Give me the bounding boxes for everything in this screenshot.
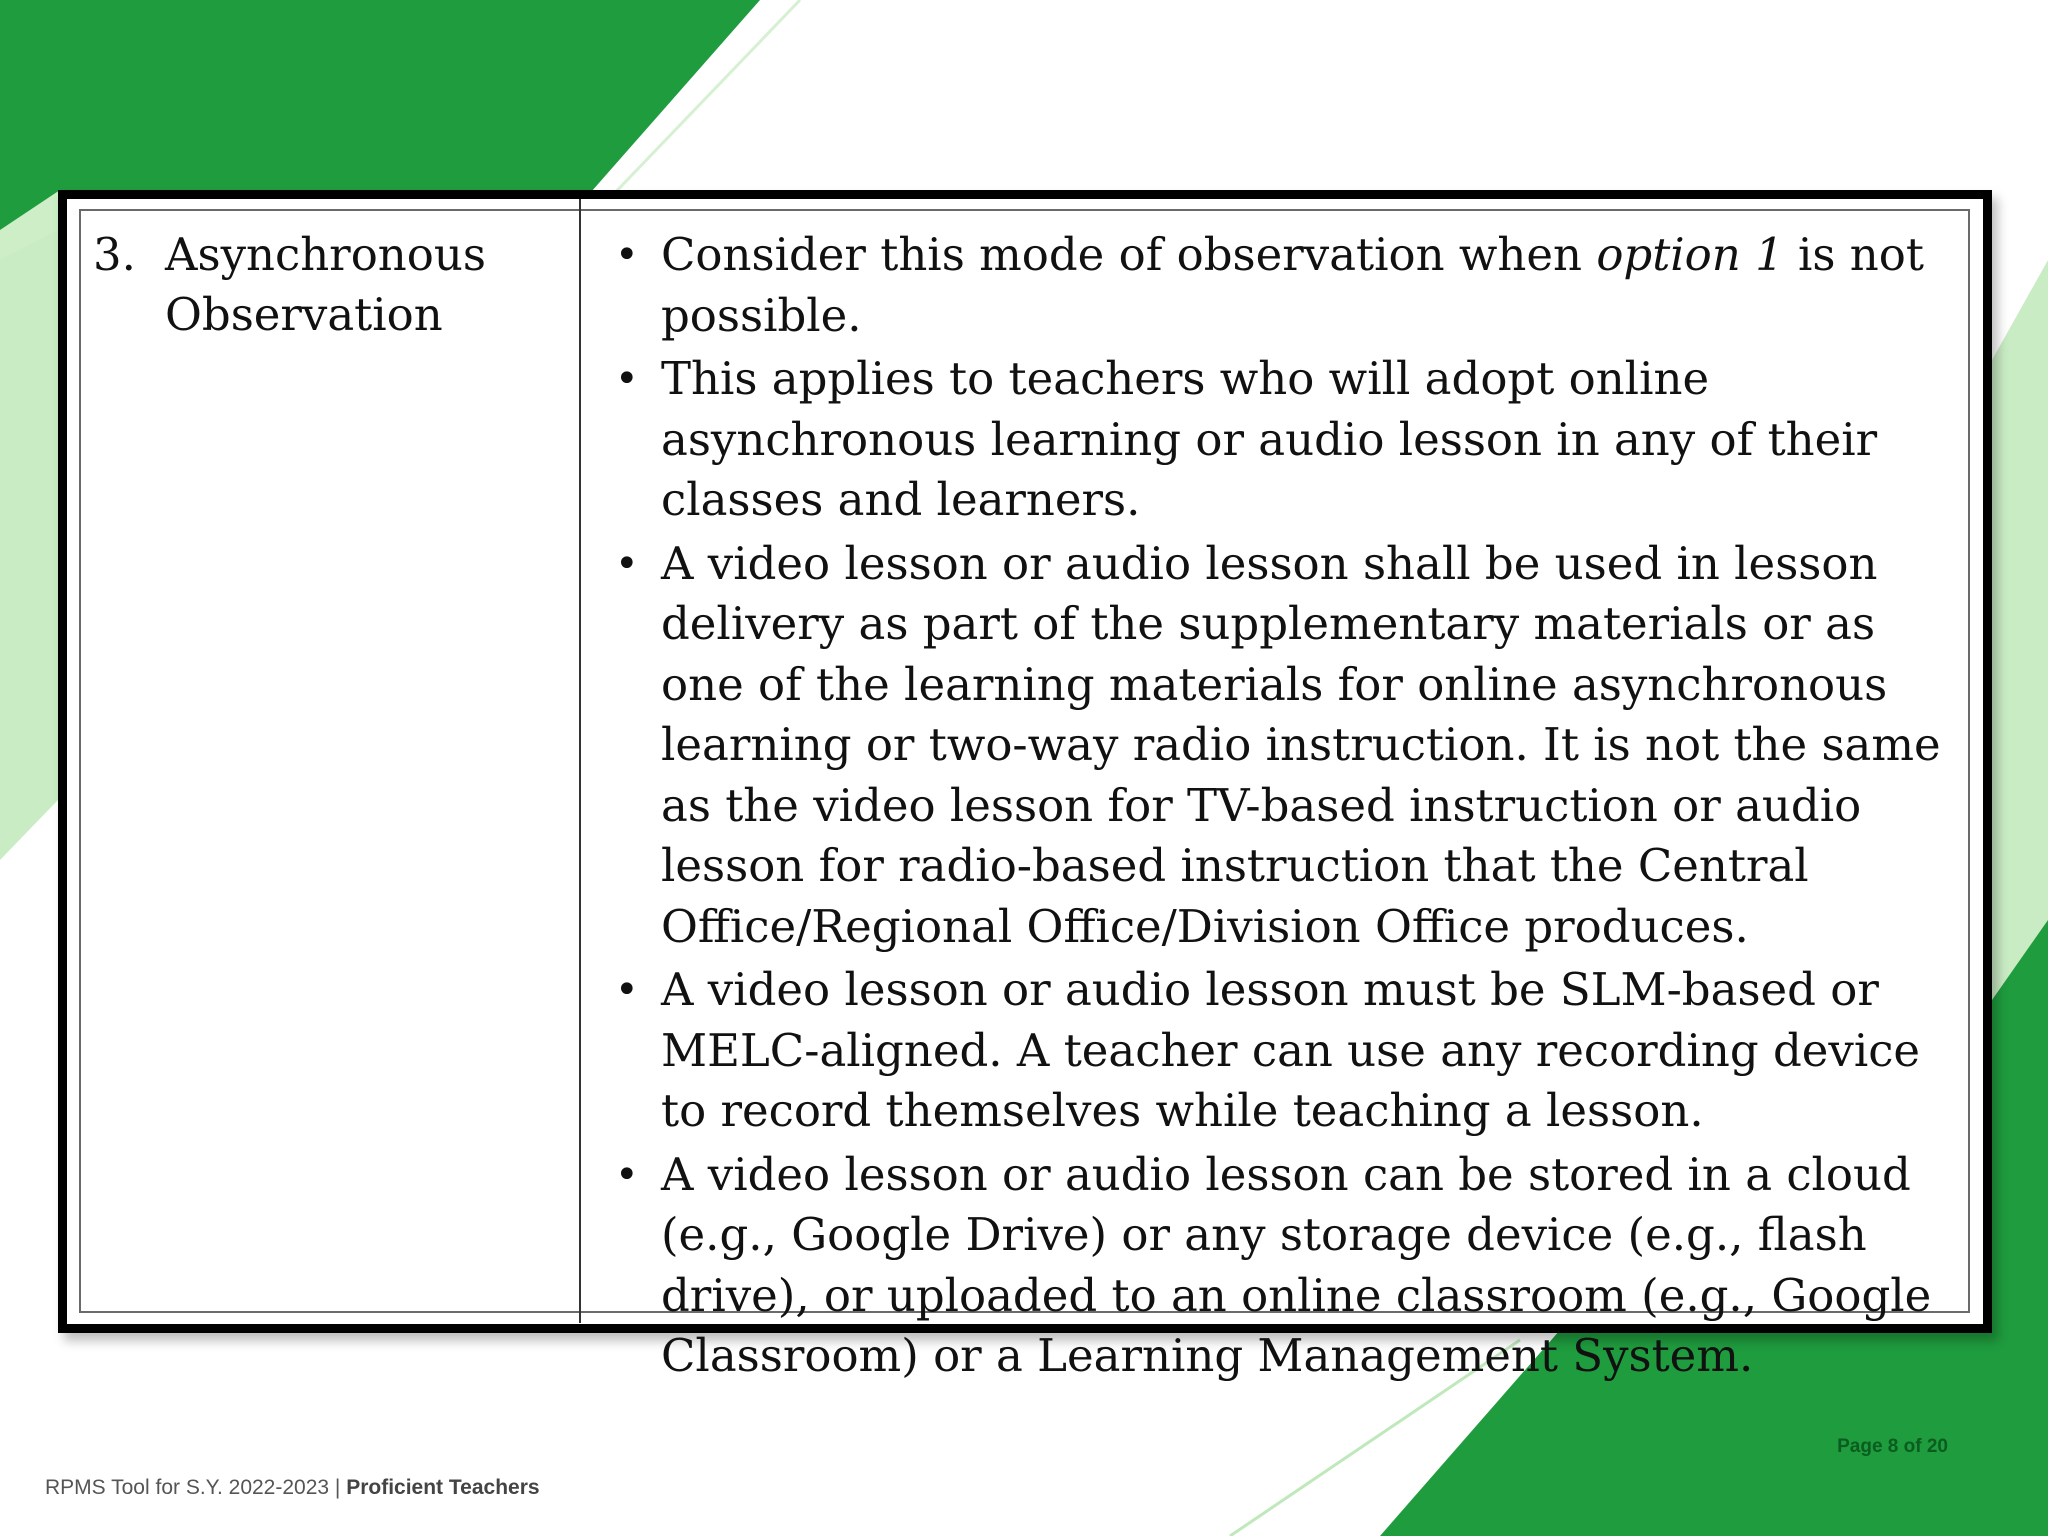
bullet-dot-icon: • bbox=[615, 232, 639, 278]
bullet-text: A video lesson or audio lesson shall be used in lesson delivery as part of the supplementary materials or as one of the learning materials for online asynchronous learning or two-way radio instruction. It is not the same as the video lesson for TV-based instruction or audio lesson for radio-based instruction that the Central Office/Regional Office/Division Office produces. bbox=[661, 536, 1941, 953]
column-divider bbox=[579, 199, 581, 1323]
bullet-dot-icon: • bbox=[615, 540, 639, 587]
bullet-text: A video lesson or audio lesson must be SLM-based or MELC-aligned. A teacher can use any recording device to record themselves while teaching a lesson. bbox=[661, 963, 1921, 1137]
bullet-item bbox=[601, 960, 1968, 1142]
bullet-dot-icon: • bbox=[615, 356, 639, 402]
row-label-text: Asynchronous Observation bbox=[165, 228, 486, 341]
bullet-dot-icon: • bbox=[615, 1151, 639, 1198]
row-number: 3. bbox=[93, 228, 136, 281]
observation-table bbox=[58, 190, 1992, 1382]
bullet-text: A video lesson or audio lesson can be stored in a cloud (e.g., Google Drive) or any storage device (e.g., flash drive), or uploaded to an online classroom (e.g., Google Classroom) or a Learning Management System. bbox=[661, 1147, 1932, 1382]
footer-prefix: RPMS Tool for S.Y. 2022-2023 | bbox=[45, 1476, 347, 1499]
bullet-item bbox=[601, 225, 1968, 346]
bullet-text: This applies to teachers who will adopt online asynchronous learning or audio lesson in any of their classes and learners. bbox=[661, 352, 1878, 526]
row-label-cell bbox=[93, 225, 563, 345]
bullet-dot-icon: • bbox=[615, 967, 639, 1013]
page-number: Page 8 of 20 bbox=[1837, 1436, 1948, 1457]
left-light-wedge bbox=[0, 230, 58, 860]
footer-bold: Proficient Teachers bbox=[346, 1476, 540, 1499]
bullet-item bbox=[601, 534, 1968, 958]
bullet-text-before: Consider this mode of observation when bbox=[661, 228, 1597, 281]
bullet-item bbox=[601, 1145, 1968, 1387]
bullet-list bbox=[601, 225, 1968, 1390]
footer-caption bbox=[45, 1476, 540, 1500]
bullet-emphasis: option 1 bbox=[1596, 228, 1784, 281]
bullet-item bbox=[601, 349, 1968, 531]
bullet-text-after: is not possible. bbox=[661, 228, 1924, 342]
table-inner-border bbox=[79, 209, 1970, 1382]
